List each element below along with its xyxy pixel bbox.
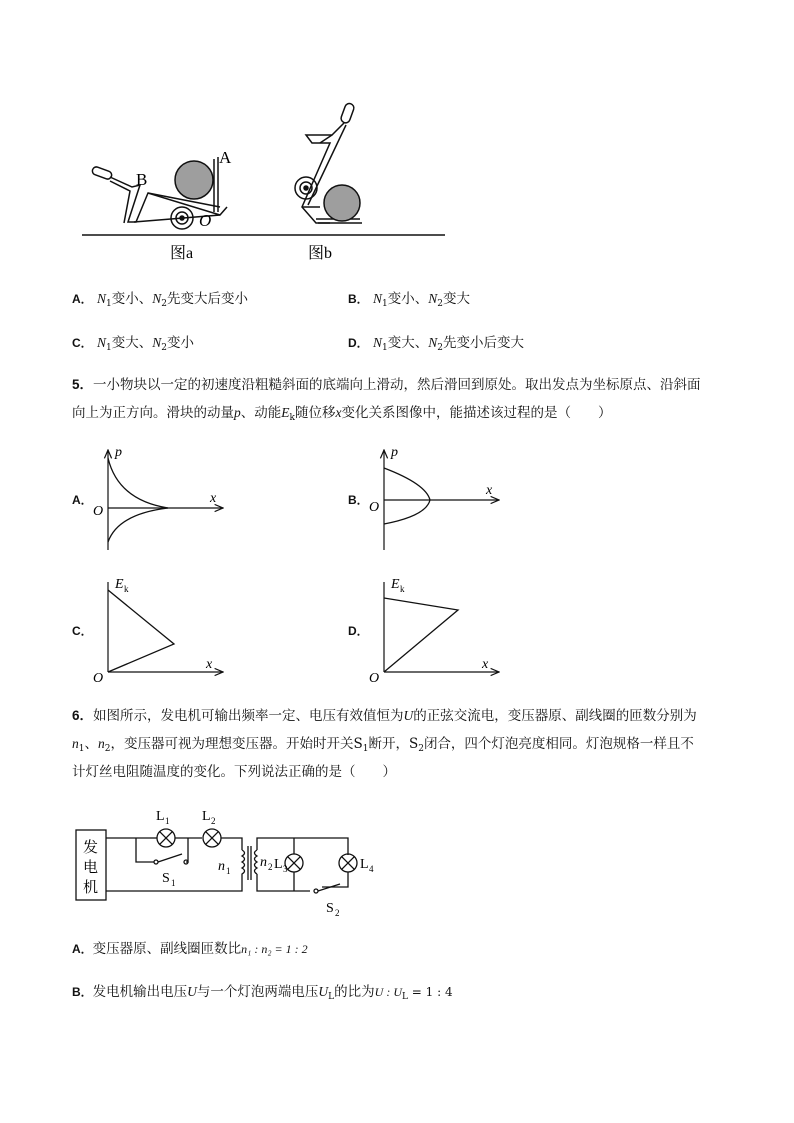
svg-text:L: L: [360, 857, 369, 872]
label-figure-a: 图a: [170, 245, 194, 262]
q5-graph-d[interactable]: [364, 572, 509, 684]
label-figure-b: 图b: [308, 245, 333, 262]
q6-stem-line1: 6．如图所示，发电机可输出频率一定、电压有效值恒为U的正弦交流电，变压器原、副线圈的匝数分别为: [72, 708, 697, 724]
q5-option-a-letter[interactable]: A．: [72, 493, 93, 507]
svg-text:2: 2: [211, 816, 216, 826]
q5-stem-line2: 向上为正方向。滑块的动量p、动能$E_k$随位移x变化关系图像中，能描述该过程的是（ ）: [72, 405, 612, 423]
svg-text:3: 3: [283, 864, 288, 874]
q4-option-c[interactable]: C． $N_1$变大、$N_2$变小: [72, 335, 194, 353]
svg-text:p: p: [391, 445, 398, 460]
svg-text:4: 4: [369, 864, 374, 874]
question-number: 6．: [72, 708, 94, 723]
generator-label-1: 发: [83, 840, 99, 856]
svg-text:n: n: [260, 855, 267, 870]
q5-graph-a[interactable]: [88, 440, 233, 552]
q4-option-d[interactable]: D． $N_1$变大、$N_2$先变小后变大: [348, 335, 524, 353]
svg-text:2: 2: [268, 862, 273, 872]
q5-graph-b[interactable]: [364, 440, 509, 552]
q4-figure: [70, 95, 460, 270]
svg-text:p: p: [115, 445, 122, 460]
svg-text:k: k: [124, 584, 129, 594]
q6-stem-line3: 计灯丝电阻随温度的变化。下列说法正确的是（ ）: [72, 764, 396, 780]
svg-text:S: S: [326, 901, 334, 916]
ball-a: [175, 161, 213, 199]
formula: n₁ : n₂ = 1 : 2: [241, 942, 308, 956]
svg-text:1: 1: [165, 816, 170, 826]
q5-graph-c[interactable]: [88, 572, 233, 684]
curve-upper: [108, 458, 168, 508]
option-letter: C．: [72, 336, 93, 350]
svg-text:n: n: [218, 859, 225, 874]
svg-text:x: x: [482, 657, 489, 672]
svg-text:L: L: [202, 809, 211, 824]
svg-text:1: 1: [226, 866, 231, 876]
svg-text:O: O: [93, 504, 104, 519]
svg-text:1: 1: [171, 878, 176, 888]
q5-option-b-letter[interactable]: B．: [348, 493, 369, 507]
q6-option-a[interactable]: A．变压器原、副线圈匝数比n₁ : n₂ = 1 : 2: [72, 941, 308, 957]
question-number: 5．: [72, 377, 94, 392]
q6-stem-line2: $n_1$、$n_2$，变压器可视为理想变压器。开始时开关$S_1$断开，$S_2$闭合，四个灯泡亮度相同。灯泡规格一样且不: [72, 736, 694, 754]
q5-option-c-letter[interactable]: C．: [72, 624, 93, 638]
option-letter: B．: [348, 292, 369, 306]
q6-circuit-diagram: [70, 800, 390, 920]
label-point-A: A: [219, 148, 232, 167]
q4-option-b[interactable]: B． $N_1$变小、$N_2$变大: [348, 291, 470, 309]
label-point-O: O: [199, 211, 212, 230]
option-letter: A．: [72, 942, 93, 956]
generator-label-3: 机: [83, 880, 99, 896]
svg-text:k: k: [400, 584, 405, 594]
q5-option-d-letter[interactable]: D．: [348, 624, 369, 638]
svg-text:O: O: [369, 500, 380, 515]
q5-stem-line1: 5．一小物块以一定的初速度沿粗糙斜面的底端向上滑动，然后滑回到原处。取出发点为坐标原点、沿斜面: [72, 377, 701, 393]
svg-text:O: O: [93, 671, 104, 684]
svg-text:E: E: [115, 577, 124, 592]
ball-b: [324, 185, 360, 221]
label-point-B: B: [136, 170, 148, 189]
svg-text:x: x: [210, 491, 217, 506]
q6-option-b[interactable]: B．发电机输出电压U与一个灯泡两端电压$U_L$的比为U : $U_L = 1$ : 4: [72, 984, 453, 1002]
option-letter: B．: [72, 985, 93, 999]
svg-text:2: 2: [335, 908, 340, 918]
svg-text:L: L: [274, 857, 283, 872]
svg-text:E: E: [391, 577, 400, 592]
curve-lower: [108, 508, 168, 542]
svg-text:x: x: [206, 657, 213, 672]
option-letter: A．: [72, 292, 93, 306]
generator-label-2: 电: [83, 860, 99, 876]
curve-parabola: [384, 468, 430, 524]
q4-option-a[interactable]: A． $N_1$变小、$N_2$先变大后变小: [72, 291, 248, 309]
graph-lines: [384, 598, 458, 672]
svg-text:L: L: [156, 809, 165, 824]
svg-text:x: x: [486, 483, 493, 498]
option-letter: D．: [348, 336, 369, 350]
graph-lines: [108, 590, 174, 672]
svg-text:S: S: [162, 871, 170, 886]
svg-text:O: O: [369, 671, 380, 684]
